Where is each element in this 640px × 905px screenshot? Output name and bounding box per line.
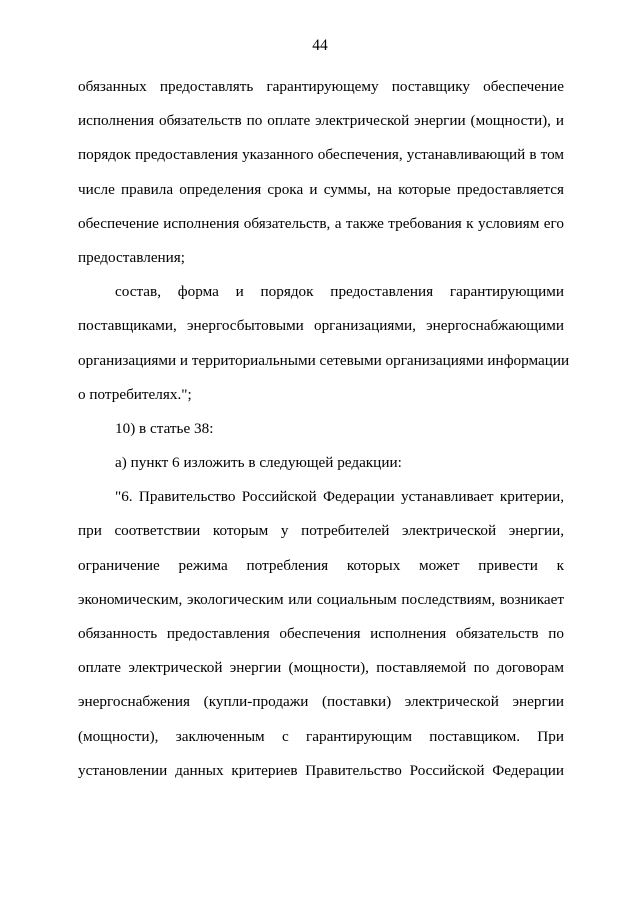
text-line: обязанность предоставления обеспечения исполнения обязательств по	[78, 625, 564, 642]
text-line: а) пункт 6 изложить в следующей редакции:	[115, 454, 402, 472]
text-line: экономическим, экологическим или социальным последствиям, возникает	[78, 590, 564, 608]
text-line: порядок предоставления указанного обеспечения, устанавливающий в том	[78, 146, 564, 164]
page-number: 44	[312, 37, 328, 54]
text-line: числе правила определения срока и суммы, на которые предоставляется	[78, 180, 564, 198]
text-line: о потребителях.";	[78, 385, 192, 403]
text-line: исполнения обязательств по оплате электрической энергии (мощности), и	[78, 112, 564, 130]
text-line: обеспечение исполнения обязательств, а также требования к условиям его	[78, 214, 564, 232]
text-line: поставщиками, энергосбытовыми организациями, энергоснабжающими	[78, 317, 564, 335]
text-line: оплате электрической энергии (мощности), поставляемой по договорам	[78, 659, 564, 677]
text-line: организациями и территориальными сетевыми организациями информации	[78, 351, 570, 369]
document-text-body	[78, 77, 570, 795]
text-line: предоставления;	[78, 248, 186, 266]
text-line: ограничение режима потребления которых может привести к	[78, 556, 564, 574]
text-line: "6. Правительство Российской Федерации устанавливает критерии,	[115, 488, 564, 506]
text-line: обязанных предоставлять гарантирующему поставщику обеспечение	[78, 78, 564, 95]
text-line: энергоснабжения (купли-продажи (поставки) электрической энергии	[78, 693, 564, 711]
text-line: при соответствии которым у потребителей электрической энергии,	[78, 522, 564, 540]
text-line: состав, форма и порядок предоставления гарантирующими	[115, 283, 564, 301]
text-line: 10) в статье 38:	[115, 419, 214, 437]
text-line: установлении данных критериев Правительство Российской Федерации	[78, 761, 564, 779]
text-line: (мощности), заключенным с гарантирующим поставщиком. При	[78, 727, 564, 745]
